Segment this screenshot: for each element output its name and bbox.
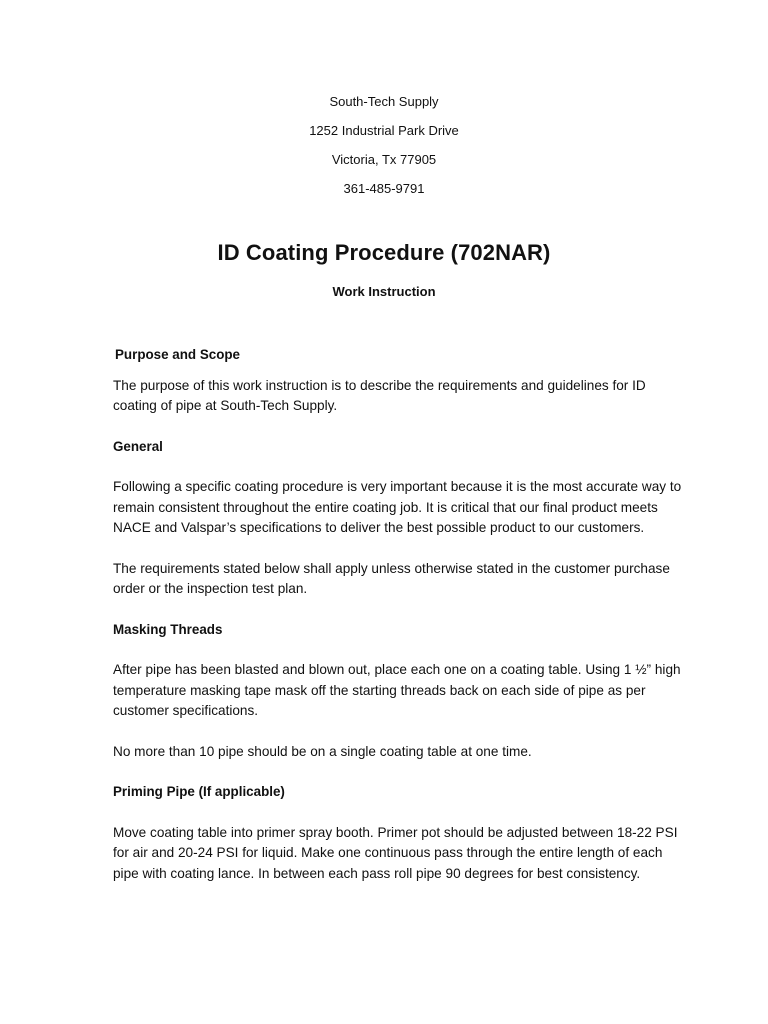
document-subtitle: Work Instruction: [332, 284, 436, 299]
paragraph-masking-2: No more than 10 pipe should be on a single coating table at one time.: [113, 743, 532, 759]
phone-number: 361-485-9791: [343, 181, 425, 196]
paragraph-general-2: The requirements stated below shall apply unless otherwise stated in the customer purchase order or the inspection test plan.: [113, 560, 670, 596]
document-title: ID Coating Procedure (702NAR): [217, 240, 551, 265]
paragraph-masking-1: After pipe has been blasted and blown out, place each one on a coating table. Using 1 ½” high temperature masking tape mask off the starting threads back on each side of pipe as per customer specifications.: [113, 662, 681, 718]
paragraph-purpose: The purpose of this work instruction is to describe the requirements and guidelines for ID coating of pipe at South-Tech Supply.: [113, 377, 646, 413]
heading-masking-threads: Masking Threads: [113, 621, 223, 637]
street-address: 1252 Industrial Park Drive: [309, 123, 459, 138]
city-state-zip: Victoria, Tx 77905: [331, 152, 437, 167]
heading-priming-pipe: Priming Pipe (If applicable): [113, 784, 285, 799]
paragraph-general-1: Following a specific coating procedure is very important because it is the most accurate way to remain consistent throughout the entire coating job. It is critical that our final product meets NACE and Valspar’s specifications to deliver the best possible product to our customers.: [113, 479, 682, 535]
paragraph-priming-1: Move coating table into primer spray booth. Primer pot should be adjusted between 18-22 PSI for air and 20-24 PSI for liquid. Make one continuous pass through the entire length of each pipe with coating lance. In between each pass roll pipe 90 degrees for best consistency.: [113, 824, 678, 881]
heading-general: General: [113, 438, 163, 454]
company-name: South-Tech Supply: [329, 94, 439, 109]
heading-purpose-scope: Purpose and Scope: [115, 347, 241, 362]
document-body: [113, 345, 691, 884]
